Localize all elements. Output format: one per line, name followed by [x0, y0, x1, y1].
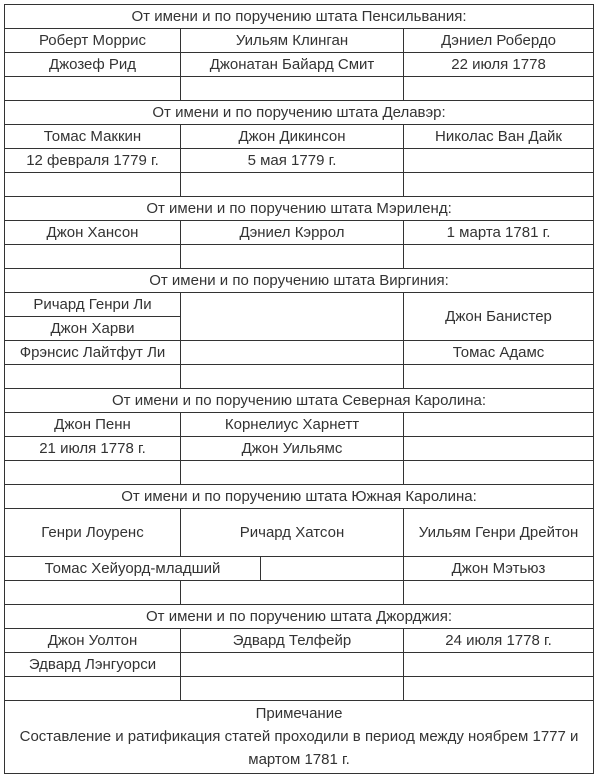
empty-cell — [404, 437, 594, 461]
spacer-row — [5, 173, 594, 197]
table-row — [5, 653, 594, 677]
signer-cell: Джон Банистер — [404, 293, 594, 341]
section-header-south-carolina: От имени и по поручению штата Южная Каролина: — [5, 485, 594, 509]
section-header-virginia: От имени и по поручению штата Виргиния: — [5, 269, 594, 293]
signer-cell: Уильям Генри Дрейтон — [404, 509, 594, 557]
empty-cell — [404, 461, 594, 485]
signer-cell: Эдвард Телфейр — [181, 629, 404, 653]
signer-cell: Ричард Хатсон — [181, 509, 404, 557]
note-row — [5, 701, 594, 774]
date-cell: 12 февраля 1779 г. — [5, 149, 181, 173]
empty-cell — [5, 581, 181, 605]
empty-cell — [181, 293, 404, 341]
empty-cell — [5, 461, 181, 485]
empty-cell — [181, 173, 404, 197]
section-header-row — [5, 5, 594, 29]
signer-cell: Томас Адамс — [404, 341, 594, 365]
signer-cell: Джон Дикинсон — [181, 125, 404, 149]
empty-cell — [181, 245, 404, 269]
spacer-row — [5, 461, 594, 485]
section-header-row — [5, 269, 594, 293]
date-cell: 21 июля 1778 г. — [5, 437, 181, 461]
empty-cell — [5, 173, 181, 197]
signer-cell: Роберт Моррис — [5, 29, 181, 53]
empty-cell — [404, 245, 594, 269]
empty-cell — [181, 677, 404, 701]
signer-cell: Джон Пенн — [5, 413, 181, 437]
spacer-row — [5, 245, 594, 269]
empty-cell — [404, 581, 594, 605]
empty-cell — [5, 365, 181, 389]
table-row — [5, 557, 594, 581]
empty-cell — [404, 677, 594, 701]
empty-cell — [5, 245, 181, 269]
empty-cell — [181, 461, 404, 485]
signer-cell: Джон Харви — [5, 317, 181, 341]
section-header-row — [5, 101, 594, 125]
signer-cell: Джон Уильямс — [181, 437, 404, 461]
signer-cell: Джон Мэтьюз — [404, 557, 594, 581]
section-header-pennsylvania: От имени и по поручению штата Пенсильвания: — [5, 5, 594, 29]
signer-cell: Томас Маккин — [5, 125, 181, 149]
section-header-georgia: От имени и по поручению штата Джорджия: — [5, 605, 594, 629]
table-row — [5, 341, 594, 365]
empty-cell — [181, 365, 404, 389]
signer-cell: Джон Уолтон — [5, 629, 181, 653]
empty-cell — [181, 581, 404, 605]
table-row — [5, 29, 594, 53]
date-cell: 5 мая 1779 г. — [181, 149, 404, 173]
signer-cell: Дэниел Кэррол — [181, 221, 404, 245]
table-row — [5, 629, 594, 653]
section-header-row — [5, 605, 594, 629]
date-cell: 22 июля 1778 — [404, 53, 594, 77]
note-cell — [5, 701, 594, 774]
spacer-row — [5, 581, 594, 605]
signer-cell: Корнелиус Харнетт — [181, 413, 404, 437]
spacer-row — [5, 677, 594, 701]
table-row — [5, 53, 594, 77]
table-row — [5, 413, 594, 437]
table-row — [5, 509, 594, 557]
empty-cell — [5, 677, 181, 701]
empty-cell — [181, 653, 404, 677]
signer-cell: Генри Лоуренс — [5, 509, 181, 557]
empty-cell — [404, 77, 594, 101]
empty-cell — [404, 149, 594, 173]
signer-cell: Джон Хансон — [5, 221, 181, 245]
empty-cell — [261, 557, 404, 581]
table-row — [5, 149, 594, 173]
note-title: Примечание — [255, 705, 343, 722]
note-text: Составление и ратификация статей проходили в период между ноябрем 1777 и мартом 1781 г. — [19, 728, 579, 768]
signer-cell: Джонатан Байард Смит — [181, 53, 404, 77]
section-header-maryland: От имени и по поручению штата Мэриленд: — [5, 197, 594, 221]
signer-cell: Николас Ван Дайк — [404, 125, 594, 149]
empty-cell — [5, 77, 181, 101]
signer-cell: Фрэнсис Лайтфут Ли — [5, 341, 181, 365]
signer-cell: Томас Хейуорд-младший — [5, 557, 261, 581]
signer-cell: Дэниел Робердо — [404, 29, 594, 53]
empty-cell — [181, 341, 404, 365]
signer-cell: Уильям Клинган — [181, 29, 404, 53]
table-row — [5, 125, 594, 149]
signer-cell: Эдвард Лэнгуорси — [5, 653, 181, 677]
empty-cell — [404, 413, 594, 437]
empty-cell — [404, 173, 594, 197]
signer-cell: Ричард Генри Ли — [5, 293, 181, 317]
spacer-row — [5, 365, 594, 389]
signatures-table — [4, 4, 594, 774]
section-header-north-carolina: От имени и по поручению штата Северная Каролина: — [5, 389, 594, 413]
empty-cell — [181, 77, 404, 101]
date-cell: 24 июля 1778 г. — [404, 629, 594, 653]
section-header-row — [5, 197, 594, 221]
signer-cell: Джозеф Рид — [5, 53, 181, 77]
table-row — [5, 221, 594, 245]
table-row — [5, 437, 594, 461]
section-header-row — [5, 389, 594, 413]
section-header-delaware: От имени и по поручению штата Делавэр: — [5, 101, 594, 125]
section-header-row — [5, 485, 594, 509]
spacer-row — [5, 77, 594, 101]
table-row — [5, 293, 594, 317]
empty-cell — [404, 365, 594, 389]
empty-cell — [404, 653, 594, 677]
date-cell: 1 марта 1781 г. — [404, 221, 594, 245]
